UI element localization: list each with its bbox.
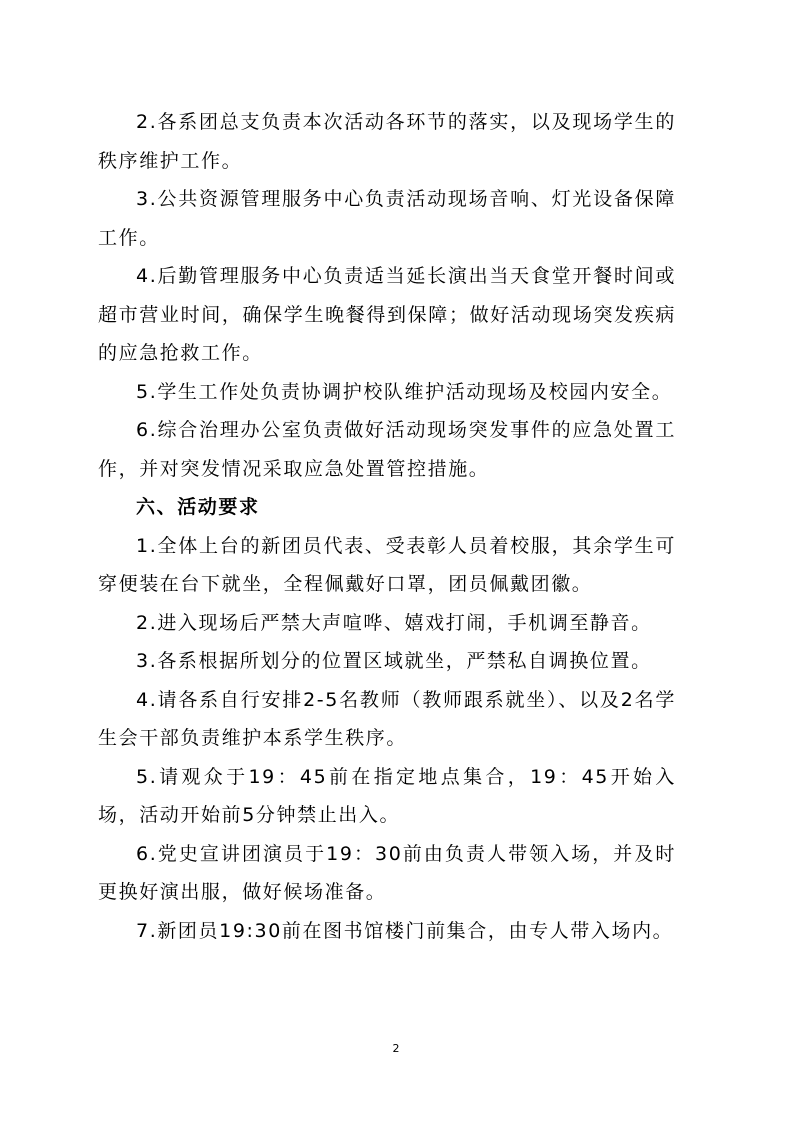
section-heading: 六、活动要求 [136,496,260,518]
paragraph-item-6: 6.综合治理办公室负责做好活动现场突发事件的应急处置工作，并对突发情况采取应急处置管控措施。 [98,419,676,480]
requirement-item-6: 6.党史宣讲团演员于19：30前由负责人带领入场，并及时更换好演出服，做好候场准备。 [98,842,676,903]
paragraph-item-2: 2.各系团总支负责本次活动各环节的落实，以及现场学生的秩序维护工作。 [98,111,676,172]
requirement-item-3: 3.各系根据所划分的位置区域就坐，严禁私自调换位置。 [136,650,652,672]
paragraph-item-5: 5.学生工作处负责协调护校队维护活动现场及校园内安全。 [136,380,673,403]
requirement-item-1: 1.全体上台的新团员代表、受表彰人员着校服，其余学生可穿便装在台下就坐，全程佩戴好口罩，团员佩戴团徽。 [98,534,676,595]
requirement-item-4: 4.请各系自行安排2-5名教师（教师跟系就坐）、以及2名学生会干部负责维护本系学生秩序。 [98,688,676,749]
paragraph-item-3: 3.公共资源管理服务中心负责活动现场音响、灯光设备保障工作。 [98,188,676,249]
requirement-item-5: 5.请观众于19：45前在指定地点集合，19：45开始入场，活动开始前5分钟禁止出入。 [98,765,676,826]
document-body [98,103,676,950]
page-number: 2 [392,1042,400,1055]
requirement-item-7: 7.新团员19:30前在图书馆楼门前集合，由专人带入场内。 [136,919,674,942]
requirement-item-2: 2.进入现场后严禁大声喧哗、嬉戏打闹，手机调至静音。 [136,611,652,634]
paragraph-item-4: 4.后勤管理服务中心负责适当延长演出当天食堂开餐时间或超市营业时间，确保学生晚餐得到保障；做好活动现场突发疾病的应急抢救工作。 [98,265,676,364]
